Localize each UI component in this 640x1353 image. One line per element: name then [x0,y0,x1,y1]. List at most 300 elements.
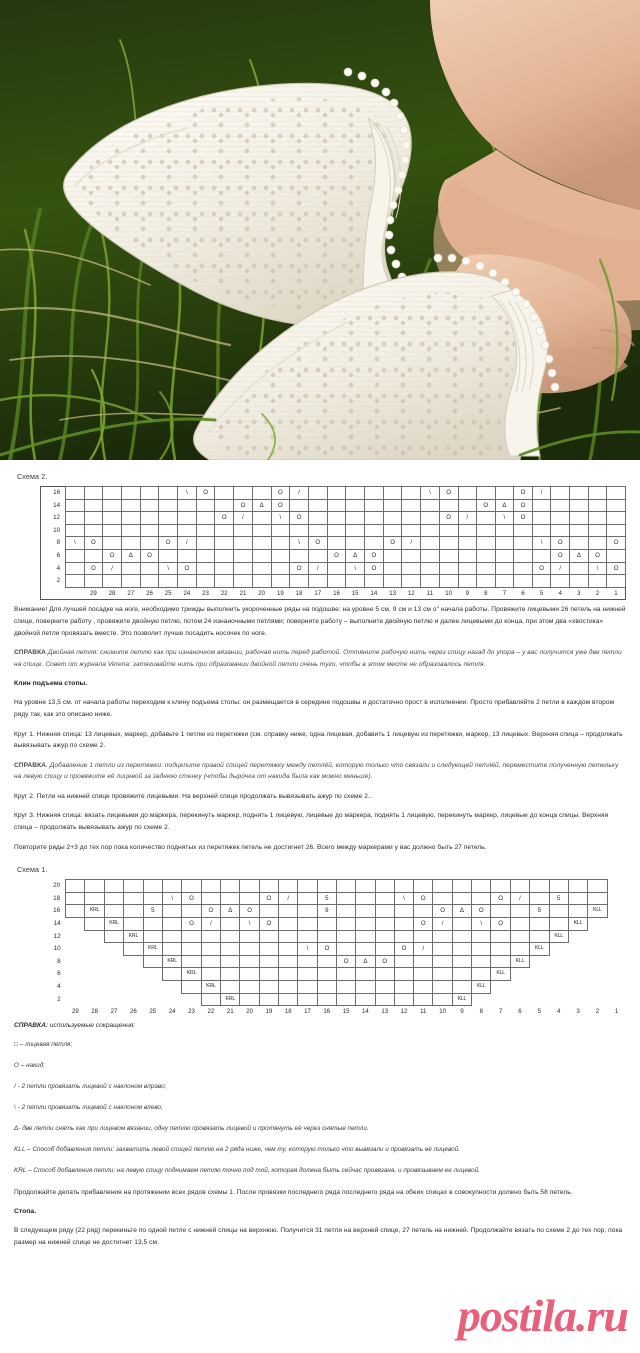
chart1-cell-outside [85,930,104,943]
chart2-cell [476,549,495,562]
chart1-cell [182,930,201,943]
chart2-cell: \ [532,537,551,550]
chart2-cell [103,487,122,500]
legend-item: □ – лицевая петля; [14,1040,73,1048]
chart1-cell [472,955,491,968]
chart2-cell [458,562,476,575]
chart2-row-label: 8 [56,539,61,547]
chart1-cell-outside [530,955,549,968]
chart1-cell [201,955,220,968]
chart1-col-label: 26 [130,1007,137,1015]
chart1-row [40,943,626,956]
para-attention: Внимание! Для лучшей посадке на ноге, необходимо трижды выполнить укороченные ряды на подошве: на уровне 5 см, 9 см и 13 см о" начала работы. Провяжите лицевыми 26 петель на нижней спице, поверните работу , провяжите двойную петлю, потом 24 изнаночными петлями; поверните работу – выполните двойную петлю и далее лицевыми до конца, при этом два «хвостика» двойной петли провязать вместе. Это позволит лучше посадить носочек по ноге. [14,606,626,637]
chart2-cell [178,499,197,512]
chart2-cell [383,524,402,537]
chart1-cell-outside [104,981,123,994]
para-repeat: Повторите ряды 2+3 до тех пор пока количество поднятых из перетяжек петель не достигнет 26. Всего между маркерами у вас должно быть 27 петель. [14,843,487,851]
chart1-cell [221,880,240,893]
legend-heading-rest: используемые сокращения: [48,1021,136,1029]
chart1-row-label: 16 [53,907,61,915]
chart2-cell [588,575,607,588]
chart2-cell: O [439,512,458,525]
chart1-cell-outside [104,968,123,981]
chart2-cell [215,524,234,537]
chart1-col-label: 28 [91,1007,99,1015]
chart2-cell: / [290,487,309,500]
chart2-cell [290,549,309,562]
chart2-col-label: 28 [108,589,116,597]
chart1-cell: KLL [491,968,510,981]
chart2-cell [121,499,140,512]
chart1-cell [259,968,278,981]
chart1-row [40,892,626,905]
chart1-cell [124,880,143,893]
para-round-2: Круг 2. Петли на нижней спице провяжите лицевыми. На верхней спице продолжать вывязывать ажур по схеме 2.. [14,792,372,800]
chart1-cell [433,993,452,1006]
chart1-cell [452,880,471,893]
chart2-cell [271,575,290,588]
chart2-cell [439,499,458,512]
chart1-cell [201,892,220,905]
chart1-row-label: 20 [53,882,61,890]
chart2-cell [252,549,271,562]
chart2-col-label: 11 [426,589,434,597]
chart2-col-label: 15 [351,589,359,597]
para-round-3: Круг 3. Нижняя спица: вязать лицевыми до маркера, перекинуть маркер, поднять 1 лицевую, лицевые до маркера, поднять 1 лицевую, перекинуть маркер, лицевые до конца спицы. Верхняя спица – продолжать вывязывать ажур по схеме 2. [14,812,609,832]
chart2-cell [178,575,197,588]
chart2-cell: \ [178,487,197,500]
chart2-cell [383,499,402,512]
chart2-cell: O [84,537,103,550]
chart1-cell [472,968,491,981]
chart2-cell [308,549,327,562]
chart2-cell [514,537,533,550]
chart1-cell-outside [549,968,568,981]
legend-heading-label: СПРАВКА: [14,1021,49,1029]
chart2-cell [421,562,440,575]
chart1-cell [143,930,162,943]
chart1-cell-outside [124,968,143,981]
chart2-cell [383,549,402,562]
chart2-cell [308,524,327,537]
chart1-cell [394,981,413,994]
chart1-cell: O [472,905,491,918]
chart1-cell: / [433,918,452,931]
chart2-cell: O [290,562,309,575]
chart1-cell [317,880,336,893]
chart2-cell [103,575,122,588]
chart1-cell [298,880,317,893]
chart1-cell: \ [298,943,317,956]
chart2-cell [252,487,271,500]
chart1-cell [356,905,375,918]
chart2-cell [308,499,327,512]
chart1-cell [201,968,220,981]
chart2-cell [327,524,346,537]
chart2-cell [140,487,159,500]
chart1-cell [221,892,240,905]
chart1-cell [452,943,471,956]
chart1-cell [356,892,375,905]
chart2-cell [476,524,495,537]
chart1-row [40,993,626,1006]
chart1-cell [568,892,587,905]
chart1-cell [588,880,607,893]
chart1-cell-outside [66,943,85,956]
chart2-row [41,512,626,525]
chart2-cell [458,549,476,562]
chart2-cell [551,524,570,537]
chart2-cell [402,499,421,512]
chart2-cell [514,562,533,575]
chart1-cell [433,930,452,943]
chart2-cell: \ [159,562,178,575]
chart2-cell: O [551,549,570,562]
ref1-text: Двойная петля: снимите петлю как при изнаночном вязании, рабочая нить перед работой. Оттяните рабочую нить через спицу назад до упора – у вас получится уже две петли на спице. Совет от журнала Verena: затягивайте нить при образовании двойной петли очень туго, чтобы в этом месте не образовалось петля. [14,649,622,668]
chart1-cell: KLL [568,918,587,931]
chart1 [14,879,626,1018]
chart1-col-label: 3 [576,1007,580,1015]
chart2-cell [121,487,140,500]
chart1-cell [336,892,355,905]
chart1-col-label: 24 [168,1007,176,1015]
chart1-cell-outside [607,880,626,893]
chart2-cell [421,524,440,537]
chart1-cell: KRL [104,918,123,931]
chart1-cell: \ [472,918,491,931]
chart1-cell-outside [607,981,626,994]
chart1-cell: \ [240,918,259,931]
chart2-cell [103,537,122,550]
chart2-cell [234,524,253,537]
chart2-col-label: 19 [276,589,284,597]
chart1-cell [124,892,143,905]
chart1-cell [240,880,259,893]
chart2-cell [140,512,159,525]
chart1-cell [568,905,587,918]
chart1-cell [182,981,201,994]
legend-item: О – накид; [14,1061,46,1069]
chart2-cell [103,499,122,512]
chart1-row-label: 8 [57,957,61,965]
chart1-cell [491,880,510,893]
chart1-cell [549,905,568,918]
chart2-cell [570,537,589,550]
chart2-cell [421,549,440,562]
chart1-col-label: 11 [420,1008,427,1016]
chart1-cell: 9 [317,905,336,918]
spacer [41,587,66,600]
chart2-cell [421,575,440,588]
chart2-cell [607,575,626,588]
chart2-cell [383,575,402,588]
chart1-cell-outside [124,955,143,968]
chart1-cell-outside [66,981,85,994]
chart2-cell [402,562,421,575]
chart1-cell [240,981,259,994]
chart2-cell: O [439,487,458,500]
chart1-cell [317,955,336,968]
chart1-cell [452,930,471,943]
chart1-cell: O [491,918,510,931]
chart1-cell [394,930,413,943]
chart2-cell: O [196,487,215,500]
chart2-cell [607,499,626,512]
chart2-cell [365,524,384,537]
chart1-col-label: 1 [614,1007,619,1015]
chart1-cell-outside [85,981,104,994]
chart1-cell-outside [85,993,104,1006]
chart2-cell [495,562,514,575]
chart2-cell [308,512,327,525]
chart2-cell [365,512,384,525]
chart1-cell-outside [182,993,201,1006]
chart1-column-labels [40,1006,626,1018]
chart2-cell [495,549,514,562]
chart1-cell [375,968,394,981]
chart2-cell: \ [346,562,365,575]
chart1-col-label: 22 [207,1008,215,1016]
chart2-cell [84,512,103,525]
chart1-cell-outside [568,981,587,994]
chart2-cell [458,499,476,512]
chart2-cell: O [551,537,570,550]
chart1-col-label: 8 [479,1007,483,1015]
chart2-cell [234,575,253,588]
chart1-cell: 5 [530,905,549,918]
chart1-cell [472,930,491,943]
chart2-cell [84,499,103,512]
chart2-cell [346,512,365,525]
chart1-grid [40,879,626,1018]
chart2-cell [121,512,140,525]
chart1-cell: 5 [549,892,568,905]
chart1-cell-outside [66,968,85,981]
chart1-cell [433,981,452,994]
chart1-cell: KLL [549,930,568,943]
chart2-cell [327,562,346,575]
chart1-col-label: 29 [71,1007,79,1015]
chart1-cell-outside [104,993,123,1006]
chart1-col-label: 5 [537,1007,542,1015]
chart2-cell [140,575,159,588]
chart1-cell [530,892,549,905]
chart1-cell: Δ [452,905,471,918]
chart1-cell [317,993,336,1006]
chart2-cell [215,562,234,575]
chart1-cell [143,892,162,905]
chart2-row [41,487,626,500]
chart1-cell-outside [472,993,491,1006]
chart2-cell [514,549,533,562]
chart1-cell [240,943,259,956]
chart1-cell [433,968,452,981]
chart2-cell [84,487,103,500]
chart2-cell [570,575,589,588]
chart1-cell [143,955,162,968]
chart2-cell [588,512,607,525]
ref2-text: . Добавление 1 петли из перетяжки: подцепите правой спицей перетяжку между петлёй, которую только что связали и следующей петлёй, переместите полученную петельку на левую спицу и провяжите её лицевой за заднюю стенку (чтобы дырочка от накида была как можно меньше). [14,761,619,781]
chart1-cell [279,981,298,994]
legend-heading [14,1022,626,1029]
chart2-column-labels [41,587,626,600]
chart2-row-label: 2 [56,577,61,585]
chart1-cell [259,930,278,943]
chart2-cell [607,487,626,500]
chart2-cell [121,562,140,575]
watermark-postila [457,1290,628,1341]
chart2-cell [140,562,159,575]
chart1-cell [549,918,568,931]
chart1-cell: KLL [530,943,549,956]
chart1-cell: KLL [452,993,471,1006]
chart1-cell-outside [568,955,587,968]
chart1-cell: KLL [472,981,491,994]
chart2-col-label: 7 [502,589,507,597]
chart2-col-label [66,587,84,600]
chart2-cell: / [103,562,122,575]
chart1-row [40,955,626,968]
chart1-col-label: 6 [518,1007,522,1015]
chart2-cell [439,524,458,537]
para-reference-2 [14,760,626,783]
chart2-row-label: 14 [53,501,61,509]
chart1-cell-outside [607,892,626,905]
chart2-cell: / [308,562,327,575]
chart1-row-label: 18 [53,894,61,902]
chart1-row [40,968,626,981]
chart2-cell [271,562,290,575]
chart2-cell: Δ [570,549,589,562]
chart1-cell [317,918,336,931]
chart1-cell [452,892,471,905]
chart1-cell [240,930,259,943]
chart2-cell [551,512,570,525]
chart2-cell [271,537,290,550]
watermark-text: postila [457,1290,577,1341]
chart2-cell [346,575,365,588]
chart2-cell [327,499,346,512]
chart1-cell-outside [162,993,181,1006]
chart2-cell [121,524,140,537]
chart1-cell [394,918,413,931]
chart1-cell [336,968,355,981]
chart2-cell: / [402,537,421,550]
chart1-cell [162,905,181,918]
chart2-cell: \ [290,537,309,550]
chart2-cell: \ [66,537,84,550]
chart1-cell [375,918,394,931]
chart1-cell [298,892,317,905]
chart2-cell [327,575,346,588]
chart2-cell [402,512,421,525]
chart2-cell [215,575,234,588]
chart2-col-label: 20 [258,589,266,597]
chart2-cell [66,512,84,525]
chart1-cell-outside [530,968,549,981]
chart1-cell [221,981,240,994]
chart2-row [41,549,626,562]
chart2-col-label: 10 [445,589,453,597]
para-continue: Продолжайте делать прибавления на протяжении всех рядов схемы 1. После провязки последнего ряда последнего ряда на обеих спицах в совокупности должно быть 58 петель. [14,1188,573,1196]
chart1-cell [414,981,433,994]
chart2-cell [476,562,495,575]
chart1-cell [66,880,85,893]
chart2-cell [383,512,402,525]
chart1-cell: KRL [85,905,104,918]
chart2-cell [588,499,607,512]
chart1-cell [279,918,298,931]
chart2-cell [159,499,178,512]
chart2-cell [121,537,140,550]
chart2-cell [458,537,476,550]
chart1-cell [510,880,529,893]
chart1-cell [394,968,413,981]
chart2-cell [421,512,440,525]
chart1-cell [279,968,298,981]
chart1-row [40,905,626,918]
chart1-cell [491,930,510,943]
para-instep: На уровне 13,5 см. от начала работы переходим к клину подъема стопы: он размещается в середине подошвы и достаточно прост в исполнении. Просто прибавляйте 2 петли в каждом втором ряду так, как это описано ниже. [14,699,615,718]
chart2-cell: O [271,499,290,512]
chart1-cell [240,892,259,905]
chart2-cell [196,499,215,512]
chart2-cell [532,549,551,562]
chart1-cell-outside [588,981,607,994]
chart1-col-label: 7 [498,1007,503,1015]
chart2-cell [271,549,290,562]
chart2-cell [196,524,215,537]
chart1-cell-outside [104,943,123,956]
chart2-cell [476,512,495,525]
chart1-cell [433,943,452,956]
chart1-cell-outside [588,930,607,943]
chart2-cell [346,487,365,500]
chart1-col-label: 15 [342,1008,350,1016]
heading-foot: Стопа. [14,1208,37,1216]
chart2-cell [570,512,589,525]
chart2-cell [532,499,551,512]
chart1-cell [221,955,240,968]
chart2-cell [476,575,495,588]
chart1-cell [259,993,278,1006]
chart1-cell-outside [85,968,104,981]
chart1-cell-outside [588,993,607,1006]
chart2-cell [66,549,84,562]
chart1-col-label: 21 [226,1008,234,1016]
chart2-cell [178,524,197,537]
chart1-cell [162,880,181,893]
chart1-cell-outside [588,955,607,968]
chart1-cell [201,993,220,1006]
document-content [0,472,640,1249]
chart1-cell [182,955,201,968]
chart2-col-label: 27 [127,589,135,597]
chart2-cell [551,499,570,512]
para-foot: В следующем ряду (22 ряд) перекиньте по одной петле с нижней спицы на верхнюю. Получится 31 петля на верхней спице, 27 петель на нижней. Продолжайте вязать по схеме 2 до тех пор, пока размер на нижней спице не достигнет 13,5 см. [14,1227,623,1246]
chart2-col-label: 4 [558,589,562,597]
chart2-col-label: 23 [202,589,209,597]
chart2-cell: \ [271,512,290,525]
chart1-cell [85,880,104,893]
chart1-cell [491,943,510,956]
chart1-col-label: 18 [284,1008,292,1016]
chart2-cell: O [514,499,533,512]
chart2-cell [439,575,458,588]
chart1-cell-outside [66,955,85,968]
chart2 [14,486,626,600]
chart1-cell: O [414,918,433,931]
